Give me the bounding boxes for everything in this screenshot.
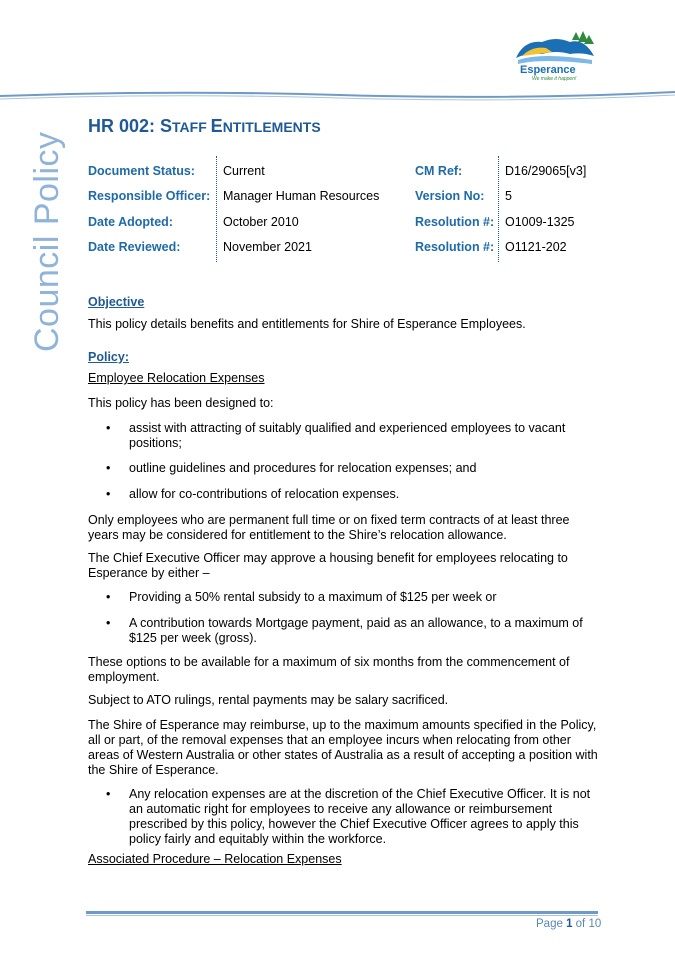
meta-value: Manager Human Resources	[223, 189, 380, 204]
list-item: A contribution towards Mortgage payment, paid as an allowance, to a maximum of $125 per week (gross).	[129, 616, 583, 645]
meta-left-values	[223, 158, 379, 260]
meta-right-labels	[415, 158, 494, 260]
meta-label: Responsible Officer:	[88, 189, 211, 204]
meta-right-values	[505, 158, 586, 260]
meta-label: Date Reviewed:	[88, 240, 181, 255]
footer-divider	[86, 911, 598, 914]
objective-heading: Objective	[88, 295, 145, 309]
page-title: HR 002: STAFF ENTITLEMENTS	[88, 116, 321, 136]
meta-label: CM Ref:	[415, 163, 463, 178]
paragraph: These options to be available for a maximum of six months from the commencement of employment.	[88, 655, 570, 684]
shire-logo	[512, 30, 598, 82]
side-label: Council Policy	[28, 131, 66, 352]
policy-subheading: Employee Relocation Expenses	[88, 371, 265, 385]
bullet-dot: •	[106, 787, 111, 801]
logo-brand: Esperance	[520, 64, 576, 76]
meta-value: October 2010	[223, 214, 299, 229]
policy-heading: Policy:	[88, 350, 129, 364]
list-item: allow for co-contributions of relocation expenses.	[129, 487, 400, 501]
policy-intro: This policy has been designed to:	[88, 396, 274, 410]
bullet-dot: •	[106, 590, 111, 604]
logo-tagline: We make it happen!	[532, 76, 577, 82]
procedure-link[interactable]: Associated Procedure – Relocation Expenses	[88, 852, 342, 866]
meta-value: Current	[223, 163, 265, 178]
bullet-dot: •	[106, 461, 111, 475]
list-item: outline guidelines and procedures for relocation expenses; and	[129, 461, 477, 475]
meta-label: Document Status:	[88, 163, 195, 178]
meta-label: Resolution #:	[415, 214, 495, 229]
header-wave-divider	[0, 86, 675, 106]
paragraph: The Shire of Esperance may reimburse, up to the maximum amounts specified in the Policy, all or part, of the removal expenses that an employee incurs when relocating from other areas of Western Australia or other states of Australia as a result of accepting a position with the Shire of Esperance.	[88, 718, 598, 777]
bullet-dot: •	[106, 487, 111, 501]
meta-label: Resolution #:	[415, 240, 495, 255]
list-item: Any relocation expenses are at the discretion of the Chief Executive Officer. It is not an automatic right for employees to receive any allowance or reimbursement prescribed by this policy, however the Chief Executive Officer agrees to apply this policy fairly and equitably within the workforce.	[129, 787, 591, 846]
meta-label: Version No:	[415, 189, 485, 204]
page-number: Page 1 of 10	[536, 918, 602, 930]
meta-value: O1009-1325	[505, 214, 575, 229]
bullet-dot: •	[106, 616, 111, 630]
paragraph: Only employees who are permanent full time or on fixed term contracts of at least three years may be considered for entitlement to the Shire’s relocation allowance.	[88, 513, 570, 542]
meta-separator	[216, 156, 217, 262]
meta-value: D16/29065[v3]	[505, 163, 587, 178]
objective-text: This policy details benefits and entitlements for Shire of Esperance Employees.	[88, 317, 526, 331]
list-item: assist with attracting of suitably qualified and experienced employees to vacant positions;	[129, 421, 566, 450]
footer-divider-thin	[86, 915, 598, 916]
meta-value: November 2021	[223, 240, 312, 255]
bullet-dot: •	[106, 421, 111, 435]
list-item: Providing a 50% rental subsidy to a maximum of $125 per week or	[129, 590, 497, 604]
meta-left-labels	[88, 158, 210, 260]
meta-label: Date Adopted:	[88, 214, 173, 229]
meta-value: O1121-202	[505, 240, 567, 255]
paragraph: Subject to ATO rulings, rental payments may be salary sacrificed.	[88, 693, 449, 707]
meta-value: 5	[505, 189, 512, 204]
meta-separator	[498, 156, 499, 262]
paragraph: The Chief Executive Officer may approve a housing benefit for employees relocating to Esperance by either –	[88, 551, 568, 580]
